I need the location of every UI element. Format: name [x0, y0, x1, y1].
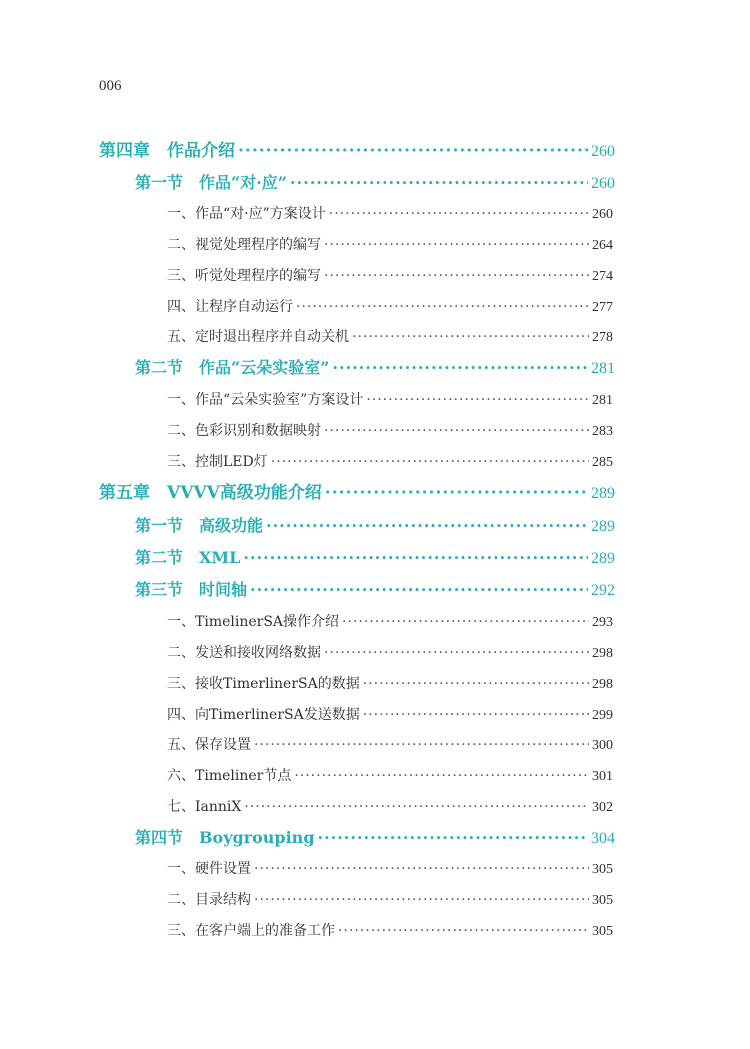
page-ref: 299	[592, 708, 613, 723]
page-ref: 293	[592, 615, 613, 630]
toc-item[interactable]	[167, 388, 613, 412]
item-title: 二、色彩识别和数据映射	[167, 423, 321, 439]
leader-dots	[324, 233, 589, 257]
item-title: 二、目录结构	[167, 892, 251, 908]
item-title: 五、定时退出程序并自动关机	[167, 329, 349, 345]
leader-dots	[254, 733, 589, 757]
page-ref: 289	[591, 550, 615, 567]
section-title: 第三节 时间轴	[135, 580, 248, 599]
leader-dots	[318, 826, 588, 850]
toc-item[interactable]	[167, 610, 613, 634]
item-title: 三、在客户端上的准备工作	[167, 923, 335, 939]
page-ref: 305	[592, 893, 613, 908]
page-ref: 301	[592, 769, 613, 784]
item-title: 三、接收TimerlinerSA的数据	[167, 676, 360, 692]
item-title: 五、保存设置	[167, 737, 251, 753]
item-title: 二、发送和接收网络数据	[167, 645, 321, 661]
toc-section[interactable]	[135, 514, 615, 538]
page-ref: 274	[592, 269, 613, 284]
page-ref: 278	[592, 330, 613, 345]
page-ref: 260	[591, 175, 615, 192]
page-ref: 302	[592, 800, 613, 815]
leader-dots	[352, 325, 589, 349]
page-ref: 305	[592, 862, 613, 877]
leader-dots	[254, 888, 589, 912]
toc-section[interactable]	[135, 546, 615, 570]
toc-item[interactable]	[167, 202, 613, 226]
page-ref: 305	[592, 924, 613, 939]
leader-dots	[329, 202, 589, 226]
chapter-title: 第五章 VVVV高级功能介绍	[99, 483, 322, 503]
toc-item[interactable]	[167, 857, 613, 881]
leader-dots	[254, 857, 589, 881]
toc-item[interactable]	[167, 264, 613, 288]
leader-dots	[324, 264, 589, 288]
toc-item[interactable]	[167, 703, 613, 727]
leader-dots	[290, 171, 588, 195]
leader-dots	[324, 641, 589, 665]
toc-item[interactable]	[167, 764, 613, 788]
toc-section[interactable]	[135, 356, 615, 380]
section-title: 第二节 作品“云朵实验室”	[135, 358, 330, 377]
section-title: 第一节 高级功能	[135, 516, 264, 535]
toc-section[interactable]	[135, 826, 615, 850]
toc-chapter-5[interactable]	[99, 481, 615, 505]
leader-dots	[238, 139, 588, 163]
toc-item[interactable]	[167, 450, 613, 474]
leader-dots	[324, 419, 589, 443]
leader-dots	[266, 514, 588, 538]
item-title: 一、硬件设置	[167, 861, 251, 877]
toc-item[interactable]	[167, 919, 613, 943]
page-ref: 300	[592, 738, 613, 753]
page-ref: 298	[592, 677, 613, 692]
leader-dots	[271, 450, 589, 474]
item-title: 一、作品“云朵实验室”方案设计	[167, 392, 364, 408]
page-ref: 289	[591, 485, 615, 502]
page-ref: 264	[592, 238, 613, 253]
leader-dots	[296, 295, 589, 319]
item-title: 四、让程序自动运行	[167, 299, 293, 315]
page-ref: 285	[592, 455, 613, 470]
toc-section[interactable]	[135, 578, 615, 602]
toc-chapter-4[interactable]	[99, 139, 615, 163]
item-title: 一、TimelinerSA操作介绍	[167, 614, 340, 630]
page-ref: 283	[592, 424, 613, 439]
item-title: 三、听觉处理程序的编写	[167, 268, 321, 284]
leader-dots	[363, 703, 589, 727]
leader-dots	[363, 672, 589, 696]
page-ref: 281	[591, 360, 615, 377]
toc-item[interactable]	[167, 672, 613, 696]
item-title: 四、向TimerlinerSA发送数据	[167, 707, 360, 723]
page-ref: 304	[591, 830, 615, 847]
section-title: 第二节 XML	[135, 548, 241, 567]
page-number: 006	[99, 78, 122, 94]
section-title: 第一节 作品“对·应”	[135, 173, 287, 192]
leader-dots	[243, 546, 588, 570]
chapter-title: 第四章 作品介绍	[99, 141, 235, 161]
leader-dots	[244, 795, 589, 819]
section-title: 第四节 Boygrouping	[135, 828, 315, 847]
leader-dots	[294, 764, 589, 788]
leader-dots	[338, 919, 589, 943]
toc-section[interactable]	[135, 171, 615, 195]
page-ref: 281	[592, 393, 613, 408]
toc-item[interactable]	[167, 733, 613, 757]
toc-item[interactable]	[167, 295, 613, 319]
toc-item[interactable]	[167, 419, 613, 443]
toc-item[interactable]	[167, 325, 613, 349]
page-ref: 260	[591, 143, 615, 160]
item-title: 一、作品“对·应”方案设计	[167, 206, 326, 222]
toc-item[interactable]	[167, 233, 613, 257]
leader-dots	[342, 610, 589, 634]
leader-dots	[366, 388, 589, 412]
item-title: 二、视觉处理程序的编写	[167, 237, 321, 253]
item-title: 六、Timeliner节点	[167, 768, 292, 784]
page-ref: 260	[592, 207, 613, 222]
page-ref: 292	[591, 582, 615, 599]
toc-item[interactable]	[167, 888, 613, 912]
page-ref: 298	[592, 646, 613, 661]
item-title: 七、IanniX	[167, 799, 242, 815]
leader-dots	[325, 481, 588, 505]
toc-item[interactable]	[167, 795, 613, 819]
toc-item[interactable]	[167, 641, 613, 665]
page-ref: 289	[591, 518, 615, 535]
leader-dots	[250, 578, 588, 602]
leader-dots	[332, 356, 588, 380]
item-title: 三、控制LED灯	[167, 454, 268, 470]
page-ref: 277	[592, 300, 613, 315]
